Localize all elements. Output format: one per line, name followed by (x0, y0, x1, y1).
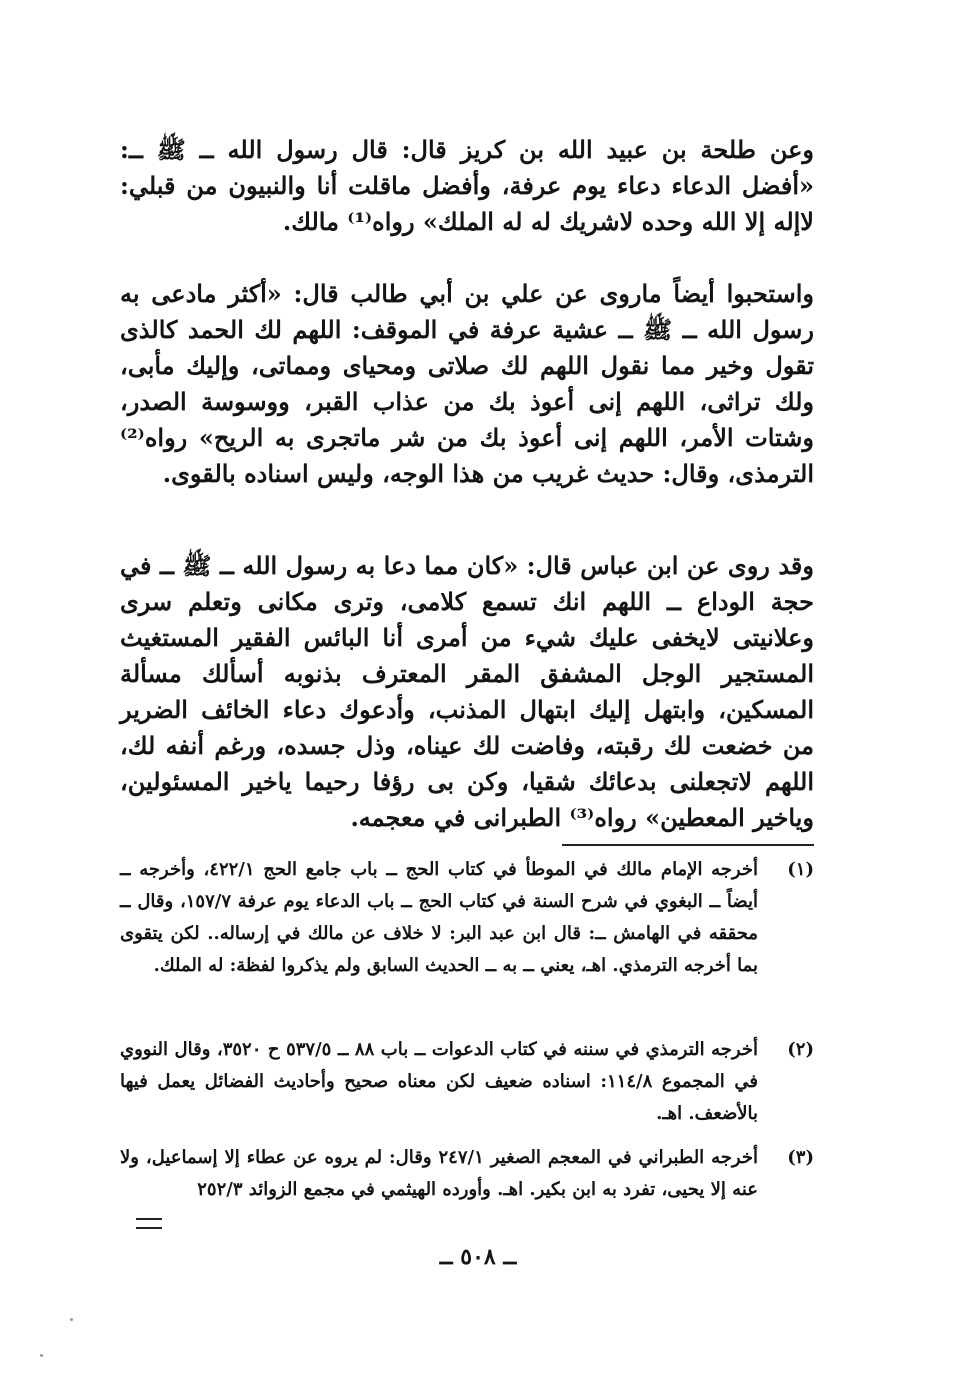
paragraph-1-text: وعن طلحة بن عبيد الله بن كريز قال: قال رسول الله ــ ﷺ ــ: «أفضل الدعاء دعاء يوم عرفة، وأفضل ماقلت أنا والنبيون من قبلي: لاإله إلا الله وحده لاشريك له له الملك» رواه⁽¹⁾ مالك. (120, 135, 814, 236)
footnote-2-number: (٢) (787, 1039, 814, 1060)
footnote-3 (120, 1142, 814, 1222)
footnotes-section (120, 854, 814, 1222)
continuation-mark (136, 1218, 162, 1229)
scan-speck (70, 1318, 73, 1321)
paragraph-3 (120, 548, 814, 836)
footnote-2-text: أخرجه الترمذي في سننه في كتاب الدعوات ــ باب ٨٨ ــ ٥٣٧/٥ ح ٣٥٢٠، وقال النووي في المجموع ١١٤/٨: اسناده ضعيف لكن معناه صحيح وأحاديث الفضائل يعمل فيها بالأضعف. اهـ. (120, 1039, 758, 1124)
paragraph-1 (120, 132, 814, 240)
paragraph-3-text: وقد روى عن ابن عباس قال: «كان مما دعا به رسول الله ــ ﷺ ــ في حجة الوداع ــ اللهم انك تسمع كلامى، وترى مكانى وتعلم سرى وعلانيتى لايخفى عليك شيء من أمرى أنا البائس الفقير المستغيث المستجير الوجل المشفق المقر المعترف بذنوبه أسألك مسألة المسكين، وابتهل إليك ابتهال المذنب، وأدعوك دعاء الخائف الضرير من خضعت لك رقبته، وفاضت لك عيناه، وذل جسده، ورغم أنفه لك، اللهم لاتجعلنى بدعائك شقيا، وكن بى رؤفا رحيما ياخير المسئولين، وياخير المعطين» رواه⁽³⁾ الطبرانى في معجمه. (120, 551, 815, 832)
footnote-2 (120, 1034, 814, 1142)
footnote-1-number: (١) (787, 859, 814, 880)
footnote-3-number: (٣) (787, 1147, 814, 1168)
scan-speck (40, 1354, 43, 1357)
paragraph-2 (120, 276, 814, 492)
footnote-1-text: أخرجه الإمام مالك في الموطأ في كتاب الحج ــ باب جامع الحج ٤٢٢/١، وأخرجه ــ أيضاً ــ البغوي في شرح السنة في كتاب الحج ــ باب الدعاء يوم عرفة ١٥٧/٧، وقال ــ محققه في الهامش ــ: قال ابن عبد البر: لا خلاف عن مالك في إرساله.. لكن يتقوى بما أخرجه الترمذي. اهـ، يعني ــ به ــ الحديث السابق ولم يذكروا لفظة: له الملك. (120, 859, 758, 976)
paragraph-2-text: واستحبوا أيضاً ماروى عن علي بن أبي طالب قال: «أكثر مادعى به رسول الله ــ ﷺ ــ عشية عرفة في الموقف: اللهم لك الحمد كالذى تقول وخير مما نقول اللهم لك صلاتى ومحياى ومماتى، وإليك مأبى، ولك تراثى، اللهم إنى أعوذ بك من عذاب القبر، ووسوسة الصدر، وشتات الأمر، اللهم إنى أعوذ بك من شر ماتجرى به الريح» رواه⁽²⁾ الترمذى، وقال: حديث غريب من هذا الوجه، وليس اسناده بالقوى. (120, 279, 815, 488)
page-number: ــ ٥٠٨ ــ (439, 1244, 517, 1270)
footnote-separator (562, 844, 814, 846)
footnote-1 (120, 854, 814, 1034)
footnote-3-text: أخرجه الطبراني في المعجم الصغير ٢٤٧/١ وقال: لم يروه عن عطاء إلا إسماعيل، ولا عنه إلا يحيى، تفرد به ابن بكير. اهـ. وأورده الهيثمي في مجمع الزوائد ٢٥٢/٣ (120, 1147, 758, 1200)
